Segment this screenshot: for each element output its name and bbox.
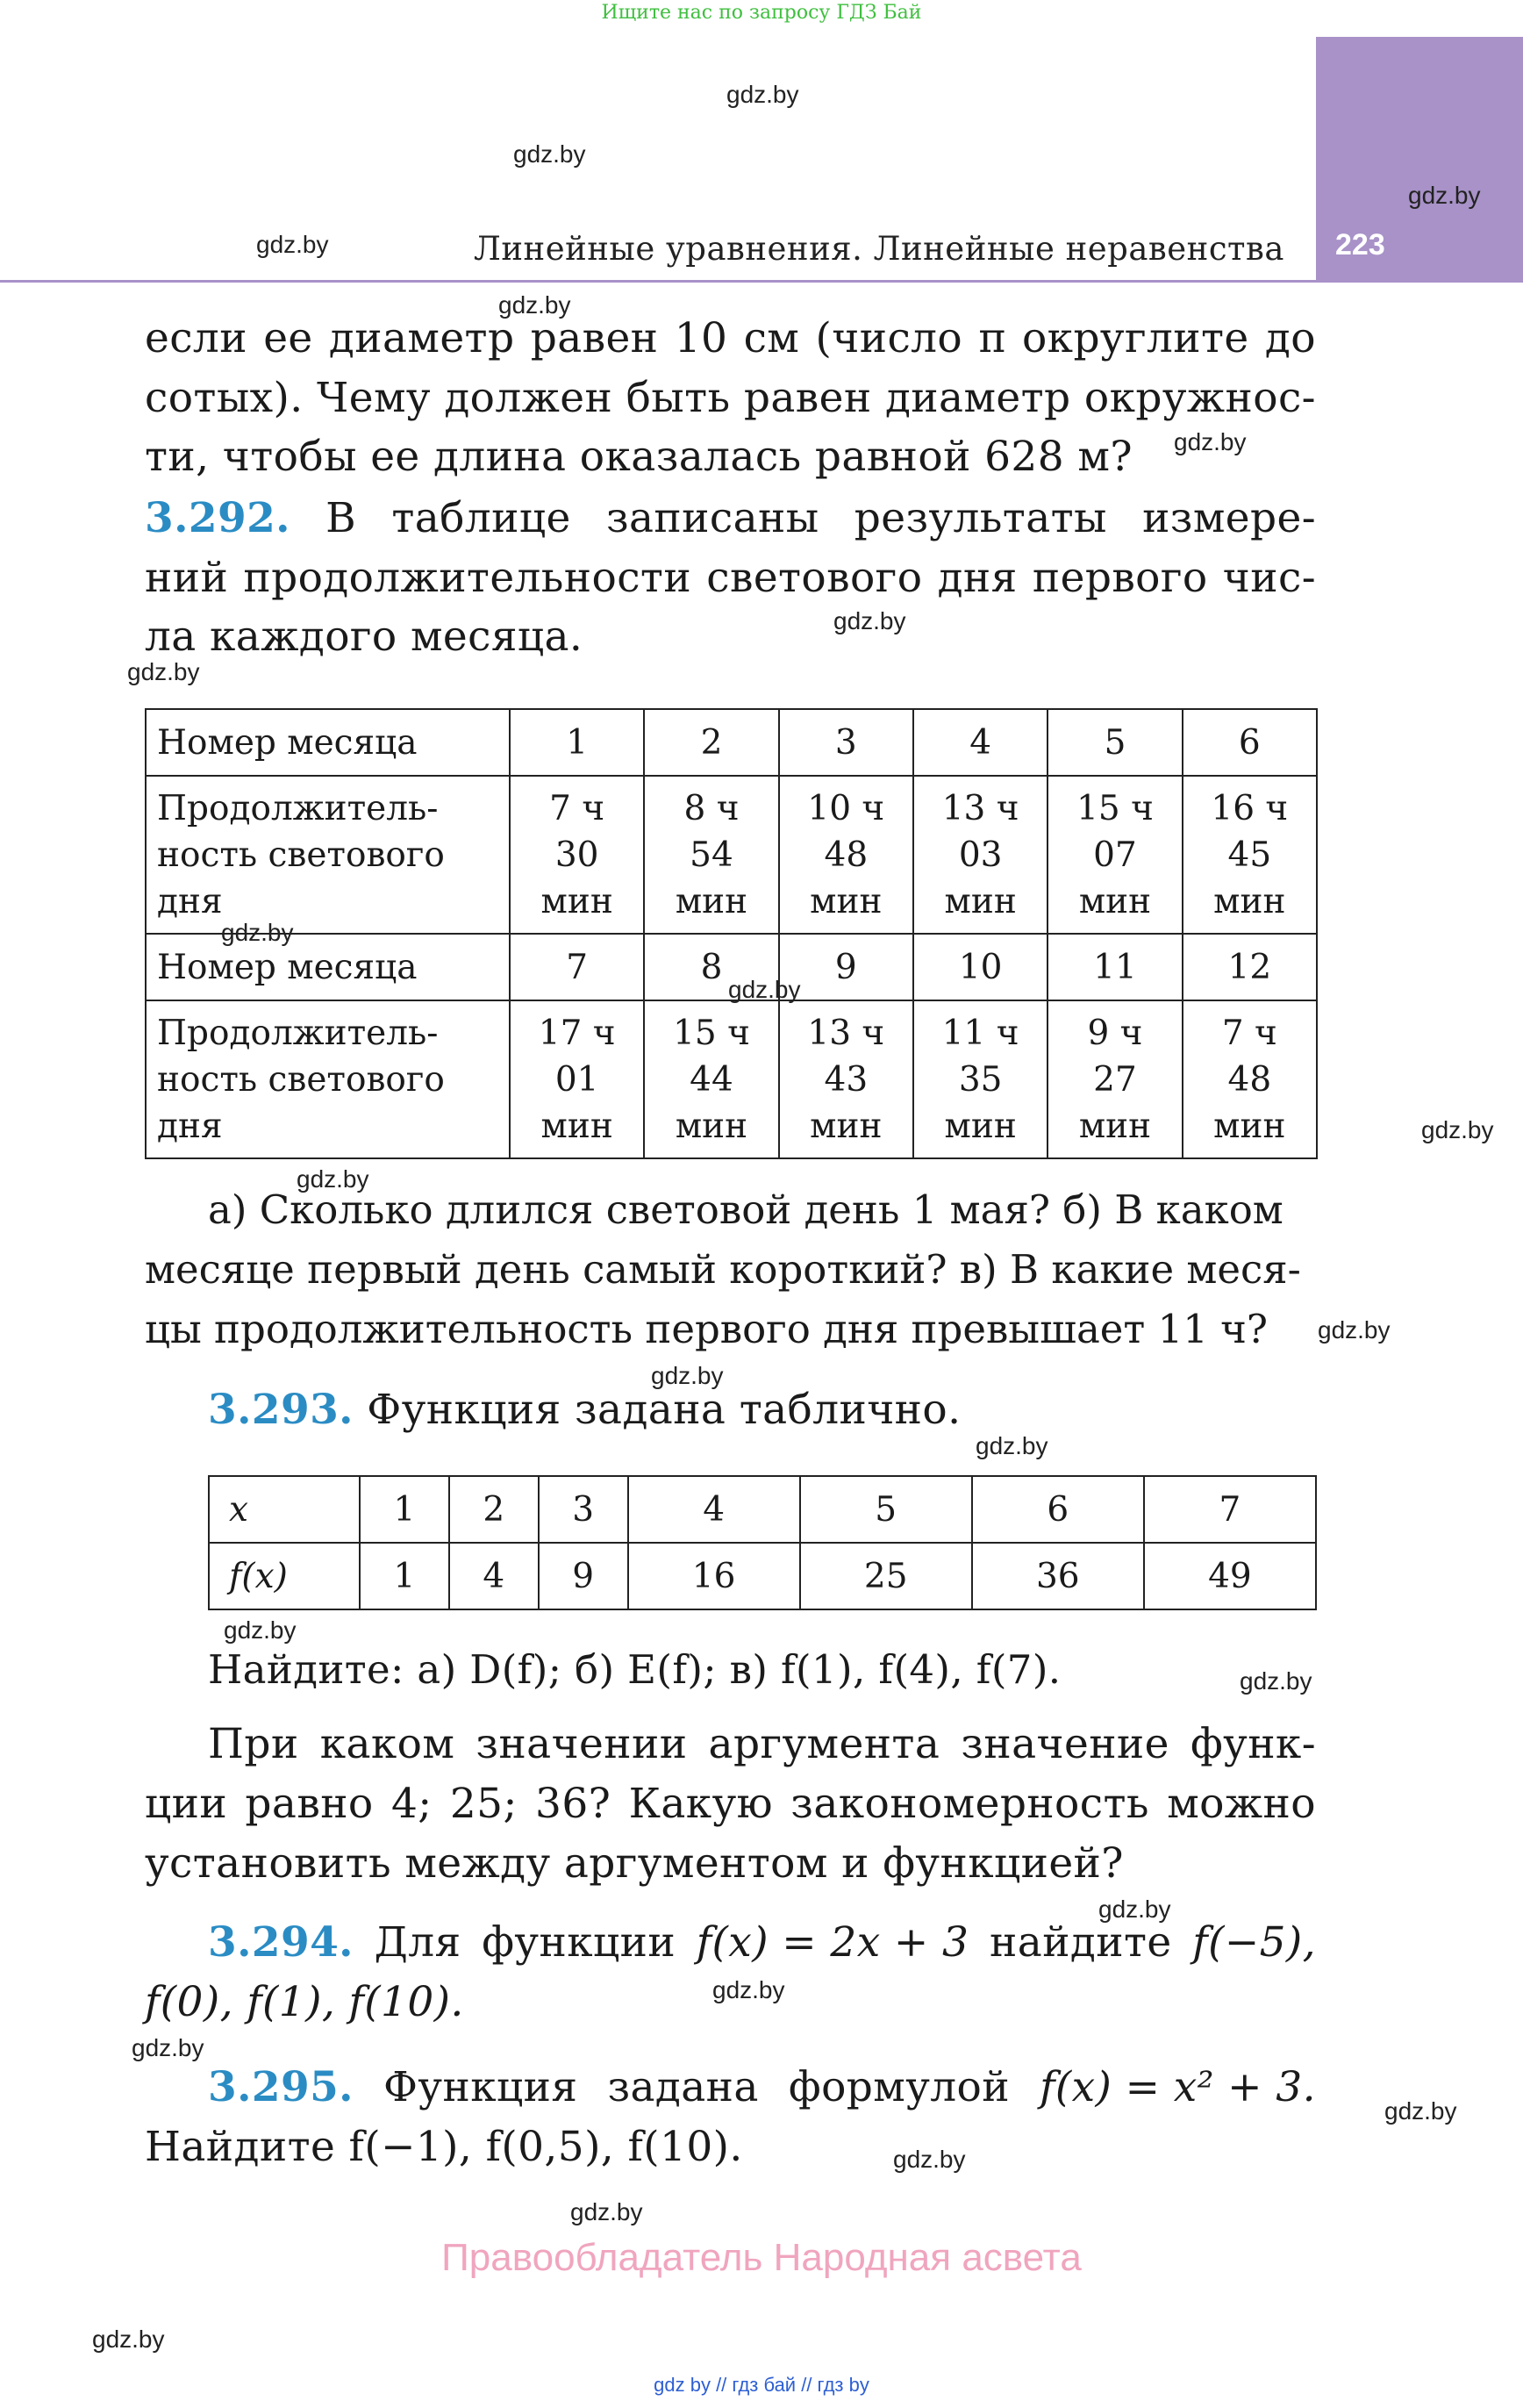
problem-3295-line-2: Найдите f(−1), f(0,5), f(10). [145, 2123, 743, 2171]
table-row [146, 709, 1317, 776]
table-row [209, 1476, 1316, 1543]
table-cell: 7 ч 48 мин [1183, 1000, 1317, 1158]
watermark: gdz.by [1240, 1667, 1312, 1695]
watermark: gdz.by [976, 1432, 1048, 1459]
watermark: gdz.by [728, 976, 801, 1003]
problem-3292-line-1: 3.292. В таблице записаны результаты измере- [145, 494, 1316, 542]
chapter-title: Линейные уравнения. Линейные неравенства [474, 230, 1284, 268]
header-divider [0, 280, 1316, 283]
problem-3292-line-2: ний продолжительности светового дня первого чис- [145, 554, 1316, 602]
table-cell: 7 [1144, 1476, 1316, 1543]
function-table [208, 1475, 1317, 1610]
problem-3293-question-3: установить между аргументом и функцией? [145, 1839, 1124, 1888]
watermark: gdz.by [513, 140, 586, 168]
table-cell: 25 [800, 1543, 972, 1609]
intro-line-2: сотых). Чему должен быть равен диаметр окружнос- [145, 374, 1316, 422]
daylight-table [145, 708, 1318, 1159]
watermark: gdz.by [1318, 1316, 1391, 1344]
watermark: gdz.by [221, 919, 294, 946]
table-cell: 36 [972, 1543, 1144, 1609]
table-cell: 2 [644, 709, 778, 776]
table-cell: 9 [779, 934, 913, 1000]
table-cell: 7 [510, 934, 644, 1000]
top-banner: Ищите нас по запросу ГДЗ Бай [601, 2, 922, 24]
watermark: gdz.by [1098, 1896, 1171, 1923]
table-cell: 1 [360, 1476, 449, 1543]
problem-3295-line-1: 3.295. Функция задана формулой f(x) = x² + 3. [208, 2063, 1316, 2111]
table-cell: 6 [972, 1476, 1144, 1543]
table-cell: 5 [800, 1476, 972, 1543]
problem-3293-find: Найдите: а) D(f); б) E(f); в) f(1), f(4), f(7). [208, 1646, 1062, 1693]
watermark: gdz.by [1384, 2097, 1457, 2125]
table-cell: 13 ч 03 мин [913, 776, 1048, 934]
table-cell: 6 [1183, 709, 1317, 776]
copyright-holder: Правообладатель Народная асвета [441, 2236, 1082, 2279]
problem-3292-question-2: месяце первый день самый короткий? в) В какие меся- [145, 1246, 1301, 1293]
table-cell: 8 [644, 934, 778, 1000]
table-cell: 9 [539, 1543, 628, 1609]
table-cell: 2 [449, 1476, 539, 1543]
watermark: gdz.by [833, 607, 906, 634]
table-cell: 16 [628, 1543, 800, 1609]
table-cell-label: Номер месяца [146, 709, 510, 776]
watermark: gdz.by [224, 1616, 297, 1644]
watermark: gdz.by [726, 81, 799, 108]
footer-links[interactable]: gdz by // гдз бай // гдз by [654, 2374, 869, 2396]
table-cell: 4 [628, 1476, 800, 1543]
problem-3292-question-1: а) Сколько длился световой день 1 мая? б) В каком [208, 1186, 1283, 1233]
problem-3294-line-2: f(0), f(1), f(10). [145, 1978, 464, 2026]
table-cell: 4 [449, 1543, 539, 1609]
table-cell: 1 [510, 709, 644, 776]
watermark: gdz.by [256, 231, 329, 258]
table-cell: 9 ч 27 мин [1048, 1000, 1182, 1158]
table-cell-label: x [209, 1476, 360, 1543]
watermark: gdz.by [127, 658, 200, 685]
table-cell: 7 ч 30 мин [510, 776, 644, 934]
table-cell-label: Номер месяца [146, 934, 510, 1000]
watermark: gdz.by [651, 1362, 724, 1389]
watermark: gdz.by [1174, 428, 1247, 455]
watermark: gdz.by [893, 2146, 966, 2173]
watermark: gdz.by [1408, 182, 1481, 209]
table-cell: 11 ч 35 мин [913, 1000, 1048, 1158]
watermark: gdz.by [570, 2198, 643, 2225]
watermark: gdz.by [1421, 1116, 1494, 1143]
table-cell: 1 [360, 1543, 449, 1609]
table-cell: 3 [779, 709, 913, 776]
problem-3293-question-2: ции равно 4; 25; 36? Какую закономерность можно [145, 1780, 1316, 1828]
table-cell: 49 [1144, 1543, 1316, 1609]
problem-number: 3.293. [208, 1386, 354, 1434]
watermark: gdz.by [132, 2034, 204, 2061]
watermark: gdz.by [498, 291, 571, 319]
problem-number: 3.292. [145, 494, 290, 542]
table-cell-label: Продолжитель- ность светового дня [146, 1000, 510, 1158]
problem-3293-question-1: При каком значении аргумента значение функ- [208, 1720, 1316, 1768]
table-cell: 4 [913, 709, 1048, 776]
table-cell: 15 ч 07 мин [1048, 776, 1182, 934]
table-cell-label: f(x) [209, 1543, 360, 1609]
table-cell: 10 ч 48 мин [779, 776, 913, 934]
intro-line-1: если ее диаметр равен 10 см (число π округлите до [145, 314, 1316, 362]
table-cell: 10 [913, 934, 1048, 1000]
table-cell: 13 ч 43 мин [779, 1000, 913, 1158]
watermark: gdz.by [297, 1165, 369, 1193]
problem-3292-line-3: ла каждого месяца. [145, 613, 583, 661]
watermark: gdz.by [712, 1976, 785, 2003]
table-row [146, 776, 1317, 934]
table-row [146, 1000, 1317, 1158]
table-cell: 5 [1048, 709, 1182, 776]
intro-line-3: ти, чтобы ее длина оказалась равной 628 м? [145, 433, 1133, 481]
problem-3293-line: 3.293. Функция задана таблично. [208, 1386, 962, 1434]
table-cell: 16 ч 45 мин [1183, 776, 1317, 934]
table-cell-label: Продолжитель- ность светового дня [146, 776, 510, 934]
table-row [209, 1543, 1316, 1609]
table-cell: 3 [539, 1476, 628, 1543]
problem-number: 3.294. [208, 1918, 354, 1967]
problem-3294-line-1: 3.294. Для функции f(x) = 2x + 3 найдите f(−5), [208, 1918, 1316, 1967]
watermark: gdz.by [92, 2326, 165, 2353]
table-cell: 17 ч 01 мин [510, 1000, 644, 1158]
table-cell: 12 [1183, 934, 1317, 1000]
page-number: 223 [1335, 228, 1385, 262]
table-cell: 15 ч 44 мин [644, 1000, 778, 1158]
table-cell: 11 [1048, 934, 1182, 1000]
problem-3292-question-3: цы продолжительность первого дня превышает 11 ч? [145, 1306, 1269, 1352]
table-cell: 8 ч 54 мин [644, 776, 778, 934]
problem-number: 3.295. [208, 2063, 354, 2111]
